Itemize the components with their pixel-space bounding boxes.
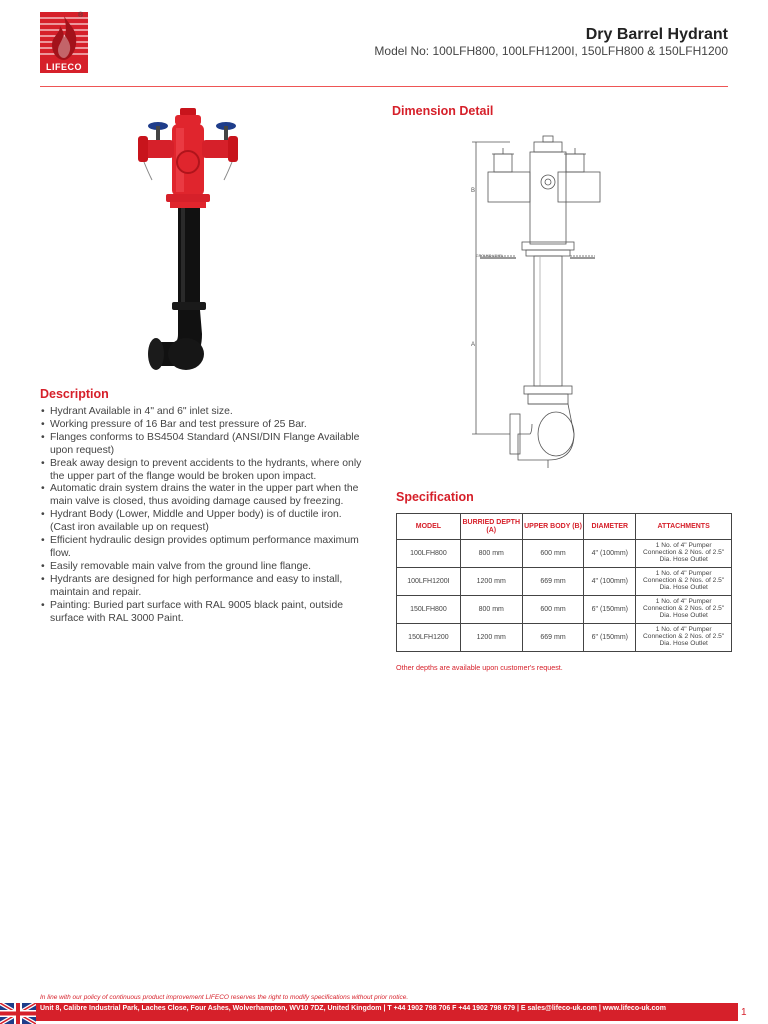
cell-attachments: 1 No. of 4" Pumper Connection & 2 Nos. of 2.5" Dia. Hose Outlet: [636, 540, 732, 568]
specification-table: [396, 513, 732, 652]
header-model: MODEL: [397, 514, 461, 540]
registered-mark: ®: [78, 12, 84, 19]
description-heading: Description: [40, 387, 109, 401]
logo-wordmark: LIFECO: [40, 62, 88, 73]
description-item: • Painting: Buried part surface with RAL 9005 black paint, outside surface with RAL 3000 Paint.: [40, 600, 365, 626]
ground-level-label: GROUND LEVEL: [476, 254, 504, 258]
table-row: [397, 568, 732, 596]
table-header-row: [397, 514, 732, 540]
dimension-heading: Dimension Detail: [392, 104, 494, 118]
page-number: 1: [741, 1007, 747, 1018]
cell-model: 150LFH1200: [397, 624, 461, 652]
cell-diameter: 4" (100mm): [584, 568, 636, 596]
model-numbers: Model No: 100LFH800, 100LFH1200I, 150LFH800 & 150LFH1200: [374, 44, 728, 58]
description-list: [40, 406, 365, 625]
dimension-b-label: B: [471, 188, 476, 194]
header-divider: [40, 86, 728, 87]
cell-upper-body: 600 mm: [522, 540, 584, 568]
uk-flag-icon: [0, 1003, 36, 1024]
cell-model: 100LFH1200I: [397, 568, 461, 596]
cell-attachments: 1 No. of 4" Pumper Connection & 2 Nos. of 2.5" Dia. Hose Outlet: [636, 596, 732, 624]
header-upper-body: UPPER BODY (B): [522, 514, 584, 540]
description-item: • Break away design to prevent accidents to the hydrants, where only the upper part of the flange would be broken upon impact.: [40, 458, 365, 484]
description-item: • Automatic drain system drains the water in the upper part when the main valve is closed, thus avoiding damage caused by freezing.: [40, 483, 365, 509]
description-item: • Working pressure of 16 Bar and test pressure of 25 Bar.: [40, 419, 365, 432]
dimension-a-label: A: [471, 342, 476, 348]
specification-note: Other depths are available upon customer's request.: [396, 663, 563, 672]
cell-model: 100LFH800: [397, 540, 461, 568]
description-item: • Efficient hydraulic design provides optimum performance maximum flow.: [40, 535, 365, 561]
policy-notice: In line with our policy of continuous product improvement LIFECO reserves the right to modify specifications without prior notice.: [40, 994, 409, 1001]
cell-upper-body: 600 mm: [522, 596, 584, 624]
table-row: [397, 540, 732, 568]
cell-depth: 800 mm: [460, 540, 522, 568]
hydrant-product-image: [130, 104, 250, 374]
description-item: • Hydrants are designed for high performance and easy to install, maintain and repair.: [40, 574, 365, 600]
header-burried-depth: BURRIED DEPTH (A): [460, 514, 522, 540]
table-row: [397, 596, 732, 624]
dimension-drawing: [470, 134, 605, 470]
cell-diameter: 6" (150mm): [584, 596, 636, 624]
cell-attachments: 1 No. of 4" Pumper Connection & 2 Nos. of 2.5" Dia. Hose Outlet: [636, 624, 732, 652]
description-item: • Hydrant Body (Lower, Middle and Upper body) is of ductile iron. (Cast iron available up on request): [40, 509, 365, 535]
description-item: • Hydrant Available in 4" and 6" inlet size.: [40, 406, 365, 419]
cell-depth: 1200 mm: [460, 624, 522, 652]
cell-diameter: 4" (100mm): [584, 540, 636, 568]
cell-depth: 1200 mm: [460, 568, 522, 596]
cell-depth: 800 mm: [460, 596, 522, 624]
cell-upper-body: 669 mm: [522, 624, 584, 652]
table-row: [397, 624, 732, 652]
description-item: • Easily removable main valve from the ground line flange.: [40, 561, 365, 574]
cell-attachments: 1 No. of 4" Pumper Connection & 2 Nos. of 2.5" Dia. Hose Outlet: [636, 568, 732, 596]
cell-upper-body: 669 mm: [522, 568, 584, 596]
header-attachments: ATTACHMENTS: [636, 514, 732, 540]
flame-icon: [40, 12, 88, 62]
specification-heading: Specification: [396, 490, 474, 504]
description-item: • Flanges conforms to BS4504 Standard (ANSI/DIN Flange Available upon request): [40, 432, 365, 458]
page-title: Dry Barrel Hydrant: [585, 26, 728, 43]
footer-contact: Unit 8, Calibre Industrial Park, Laches Close, Four Ashes, Wolverhampton, WV10 7DZ, United Kingdom | T +44 1902 798 706 F +44 1902 798 679 | E sales@lifeco-uk.com | www.lifeco-uk.com: [40, 1005, 666, 1012]
cell-diameter: 6" (150mm): [584, 624, 636, 652]
cell-model: 150LFH800: [397, 596, 461, 624]
header-diameter: DIAMETER: [584, 514, 636, 540]
